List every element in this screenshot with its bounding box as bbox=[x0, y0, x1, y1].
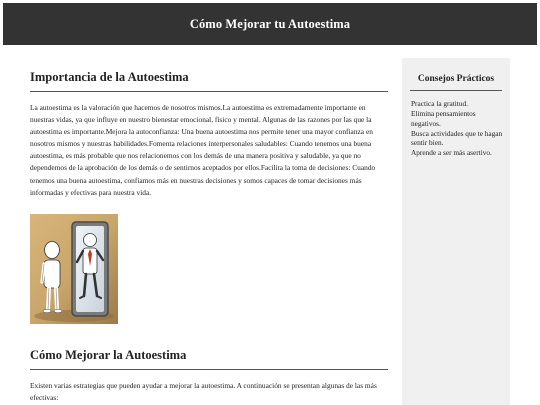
sidebar-title: Consejos Prácticos bbox=[410, 58, 502, 91]
section-paragraph-importance: La autoestima es la valoración que hacemos de nosotros mismos.La autoestima es extremadamente importante en nuestras vidas, ya que influye en nuestro bienestar emocional, físico y mental. Algunas de las razones por las que la autoestima es importante.Mejora la autoconfianza: Una buena autoestima nos permite tener una mayor confianza en nosotros mismos y nuestras habilidades.Fomenta relaciones interpersonales saludables: Cuando tenemos una buena autoestima, es más probable que nos relacionemos con los demás de una manera positiva y saludable, ya que no dependemos de la aprobación de los demás o de sentirnos aceptados por ellos.Facilita la toma de decisiones: Cuando tenemos una buena autoestima, confiamos más en nuestras decisiones y somos capaces de tomar decisiones más informadas y efectivas para nuestra vida. bbox=[30, 103, 376, 197]
mirror-reflection-illustration bbox=[30, 214, 118, 324]
page-title: Cómo Mejorar tu Autoestima bbox=[189, 16, 351, 31]
main-content bbox=[30, 60, 388, 404]
sidebar-tips bbox=[402, 58, 510, 405]
section-heading-importance: Importancia de la Autoestima bbox=[30, 60, 388, 92]
list-item: Busca actividades que te hagan sentir bien. bbox=[411, 128, 503, 148]
list-item: Elimina pensamientos negativos. bbox=[411, 109, 476, 128]
site-header bbox=[3, 3, 537, 45]
section-heading-improve: Cómo Mejorar la Autoestima bbox=[30, 338, 388, 370]
section-paragraph-improve: Existen varias estrategias que pueden ayudar a mejorar la autoestima. A continuación se presentan algunas de las más efectivas: bbox=[30, 380, 377, 402]
list-item: Practica la gratitud. bbox=[411, 99, 468, 108]
list-item: Aprende a ser más asertivo. bbox=[411, 148, 492, 158]
tips-list bbox=[402, 99, 510, 158]
